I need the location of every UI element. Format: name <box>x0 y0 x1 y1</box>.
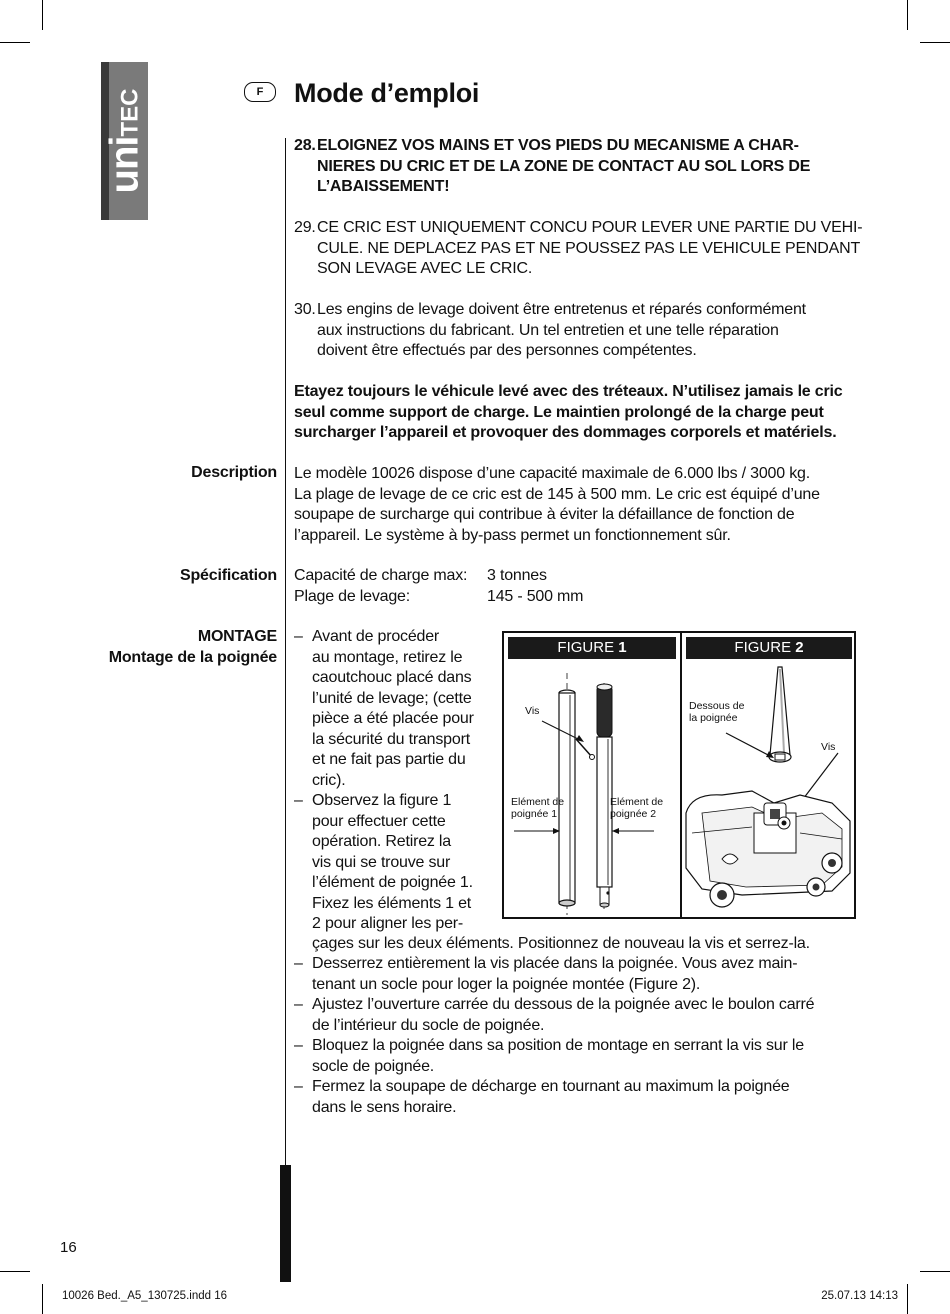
step-line: pour effectuer cette <box>312 812 446 830</box>
montage-step <box>294 995 864 1036</box>
step-line: dans le sens horaire. <box>312 1098 457 1116</box>
figure-2-word: FIGURE <box>734 639 796 656</box>
brand-logo <box>101 62 148 220</box>
step-line: cric). <box>312 771 346 789</box>
crop-mark <box>907 0 908 30</box>
montage-subheading: Montage de la poignée <box>108 649 277 666</box>
label-line: Elément de <box>511 796 565 808</box>
item-number: 28. <box>294 137 316 154</box>
figure-1-header <box>508 637 676 659</box>
figure-1-drawing <box>504 663 680 917</box>
item-line: CE CRIC EST UNIQUEMENT CONCU POUR LEVER UNE PARTIE DU VEHI- <box>317 219 863 236</box>
crop-mark <box>920 1271 950 1272</box>
step-line: Observez la figure 1 <box>312 792 452 809</box>
language-badge: F <box>244 82 276 102</box>
footer-timestamp: 25.07.13 14:13 <box>821 1290 898 1302</box>
spec-value: 145 - 500 mm <box>487 588 584 605</box>
description-line: Le modèle 10026 dispose d’une capacité maximale de 6.000 lbs / 3000 kg. <box>294 465 810 482</box>
crop-mark <box>42 0 43 30</box>
spec-label: Capacité de charge max: <box>294 567 468 584</box>
step-line: l’unité de levage; (cette <box>312 689 472 707</box>
warning-paragraph <box>294 382 864 444</box>
spec-row <box>294 587 410 608</box>
label-line: poignée 1 <box>511 808 558 820</box>
crop-mark <box>0 1271 30 1272</box>
dash-bullet: – <box>294 792 303 809</box>
step-line: tenant un socle pour loger la poignée montée (Figure 2). <box>312 975 701 993</box>
step-line: au montage, retirez le <box>312 648 463 666</box>
figure-2-number: 2 <box>795 639 804 656</box>
step-line: vis qui se trouve sur <box>312 853 451 871</box>
step-line: l’élément de poignée 1. <box>312 874 473 891</box>
description-line: l’appareil. Le système à by-pass permet un fonctionnement sûr. <box>294 526 731 544</box>
figure-2-label-dessous <box>689 700 744 724</box>
item-line: Les engins de levage doivent être entretenus et réparés conformément <box>317 301 806 318</box>
step-line: la sécurité du transport <box>312 730 470 748</box>
dash-bullet: – <box>294 1037 303 1054</box>
figure-2-label-vis: Vis <box>821 741 836 753</box>
montage-heading: MONTAGE <box>197 628 277 645</box>
logo-uni: uni <box>102 136 146 194</box>
warning-line: Etayez toujours le véhicule levé avec des tréteaux. N’utilisez jamais le cric <box>294 383 843 400</box>
label-line: Elément de <box>610 796 664 808</box>
spec-row <box>294 566 467 587</box>
item-line: SON LEVAGE AVEC LE CRIC. <box>317 260 533 277</box>
step-line: Avant de procéder <box>312 628 440 645</box>
step-continuation: çages sur les deux éléments. Positionnez de nouveau la vis et serrez-la. <box>312 935 810 952</box>
description-paragraph <box>294 464 864 546</box>
item-line: ELOIGNEZ VOS MAINS ET VOS PIEDS DU MECANISME A CHAR- <box>317 137 799 154</box>
crop-mark <box>0 42 30 43</box>
figure-box <box>502 631 856 919</box>
step-line: Ajustez l’ouverture carrée du dessous de la poignée avec le boulon carré <box>312 996 815 1013</box>
page-number: 16 <box>60 1239 77 1256</box>
dash-bullet: – <box>294 955 303 972</box>
footer-file-info: 10026 Bed._A5_130725.indd 16 <box>62 1290 227 1302</box>
item-line: CULE. NE DEPLACEZ PAS ET NE POUSSEZ PAS LE VEHICULE PENDANT <box>317 239 861 257</box>
figure-1-word: FIGURE <box>557 639 619 656</box>
warning-line: seul comme support de charge. Le maintien prolongé de la charge peut <box>294 403 824 421</box>
specification-heading: Spécification <box>180 567 277 584</box>
montage-step <box>294 627 494 791</box>
page-title: Mode d’emploi <box>294 78 480 108</box>
item-number: 29. <box>294 219 316 236</box>
step-line: pièce a été placée pour <box>312 710 474 727</box>
item-line: L’ABAISSEMENT! <box>317 178 450 195</box>
safety-item-30 <box>294 300 864 362</box>
montage-step <box>294 1077 864 1118</box>
step-line: 2 pour aligner les per- <box>312 915 464 932</box>
item-line: doivent être effectués par des personnes compétentes. <box>317 342 697 359</box>
crop-mark <box>42 1284 43 1314</box>
dash-bullet: – <box>294 996 303 1013</box>
step-line: Bloquez la poignée dans sa position de montage en serrant la vis sur le <box>312 1037 804 1054</box>
item-line: aux instructions du fabricant. Un tel entretien et une telle réparation <box>317 321 779 339</box>
step-line: caoutchouc placé dans <box>312 669 472 686</box>
crop-mark <box>920 42 950 43</box>
label-line: la poignée <box>689 712 738 724</box>
montage-step <box>294 791 494 935</box>
figure-1-label-vis: Vis <box>525 705 540 717</box>
crop-mark <box>907 1284 908 1314</box>
item-number: 30. <box>294 301 316 318</box>
dash-bullet: – <box>294 1078 303 1095</box>
step-line: et ne fait pas partie du <box>312 751 466 768</box>
step-line: socle de poignée. <box>312 1057 435 1075</box>
item-line: NIERES DU CRIC ET DE LA ZONE DE CONTACT AU SOL LORS DE <box>317 157 811 175</box>
logo-tec: TEC <box>116 88 143 137</box>
description-heading: Description <box>191 464 277 481</box>
description-line: soupape de surcharge qui contribue à éviter la défaillance de fonction de <box>294 506 795 523</box>
step-line: opération. Retirez la <box>312 833 451 850</box>
figure-1-label-element-2 <box>610 796 663 820</box>
figure-2-header <box>686 637 852 659</box>
step-line: de l’intérieur du socle de poignée. <box>312 1016 545 1034</box>
column-divider <box>285 138 286 1168</box>
label-line: Dessous de <box>689 700 745 712</box>
figure-1-label-element-1 <box>511 796 564 820</box>
spec-value: 3 tonnes <box>487 567 547 584</box>
step-line: Fermez la soupape de décharge en tournant au maximum la poignée <box>312 1078 790 1095</box>
label-line: poignée 2 <box>610 808 657 820</box>
column-divider-bar <box>280 1165 291 1282</box>
safety-item-28 <box>294 136 864 198</box>
figure-1-number: 1 <box>618 639 627 656</box>
safety-item-29 <box>294 218 864 280</box>
warning-line: surcharger l’appareil et provoquer des dommages corporels et matériels. <box>294 424 837 441</box>
step-line: Desserrez entièrement la vis placée dans la poignée. Vous avez main- <box>312 955 798 972</box>
description-line: La plage de levage de ce cric est de 145 à 500 mm. Le cric est équipé d’une <box>294 485 820 503</box>
montage-step <box>294 1036 864 1077</box>
dash-bullet: – <box>294 628 303 645</box>
spec-label: Plage de levage: <box>294 588 411 605</box>
step-line: Fixez les éléments 1 et <box>312 894 472 912</box>
montage-step <box>294 954 864 995</box>
